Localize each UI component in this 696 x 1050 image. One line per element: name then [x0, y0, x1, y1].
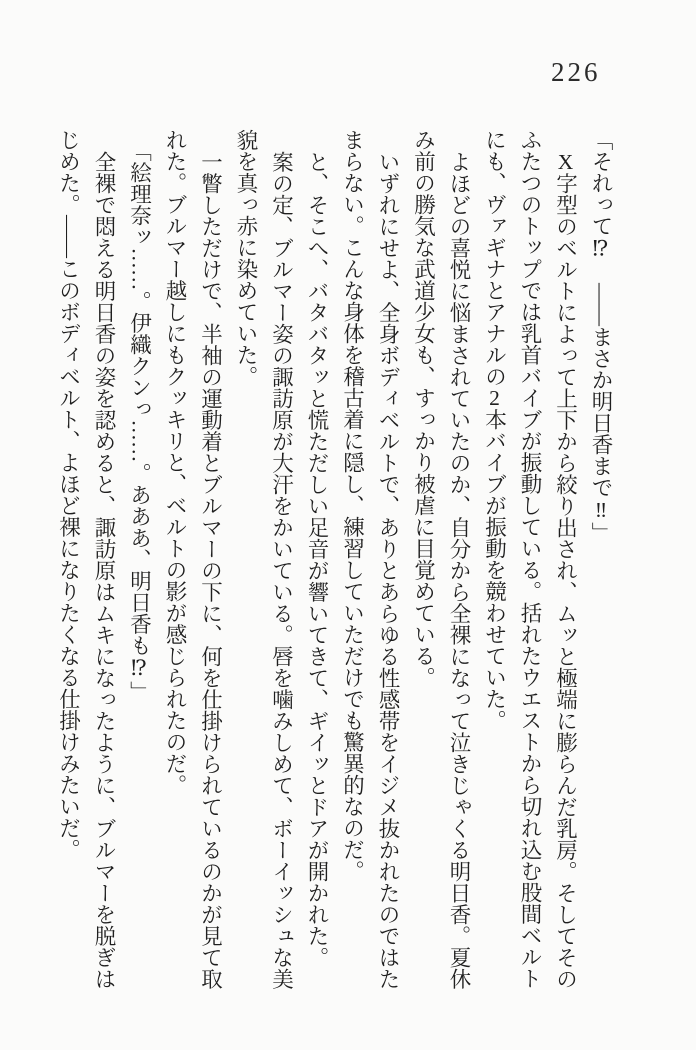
paragraph-narration-2: よほどの喜悦に悩まされていたのか、自分から全裸になって泣きじゃくる明日香。夏休み前の勝気な武道少女も、すっかり被虐に目覚めている。: [411, 129, 471, 989]
paragraph-narration-5: 案の定、ブルマー姿の諏訪原が大汗をかいている。唇を噛みしめて、ボーイッシュな美貌を真っ赤に染めていた。: [234, 129, 294, 989]
paragraph-narration-4: と、そこへ、バタバタッと慌ただしい足音が響いてきて、ギイッとドアが開かれた。: [305, 150, 329, 968]
paragraph-narration-6: 一瞥しただけで、半袖の運動着とブルマーの下に、何を仕掛けられているのかが見て取れた。ブルマー越しにもクッキリと、ベルトの影が感じられたのだ。: [163, 129, 223, 989]
paragraph-narration-7: 全裸で悶える明日香の姿を認めると、諏訪原はムキになったように、ブルマーを脱ぎはじめた。――このボディベルト、よほど裸になりたくなる仕掛けみたいだ。: [56, 129, 116, 989]
paragraph-narration-3: いずれにせよ、全身ボディベルトで、ありとあらゆる性感帯をイジメ抜かれたのではたまらない。こんな身体を稽古着に隠し、練習していただけでも驚異的なのだ。: [340, 129, 400, 989]
paragraph-dialogue-1: 「それって⁉ ――まさか明日香まで‼」: [589, 129, 613, 544]
page-number: 226: [551, 57, 601, 87]
body-text: [50, 129, 618, 995]
paragraph-narration-1: X字型のベルトによって上下から絞り出され、ムッと極端に膨らんだ乳房。そしてそのふたつのトップでは乳首バイブが振動している。括れたウエストから切れ込む股間ベルトにも、ヴァギナとアナルの2本バイブが振動を競わせていた。: [482, 129, 578, 989]
paragraph-dialogue-2: 「絵理奈ッ……。伊織クンっ……。あああ、明日香も⁉」: [127, 140, 152, 703]
